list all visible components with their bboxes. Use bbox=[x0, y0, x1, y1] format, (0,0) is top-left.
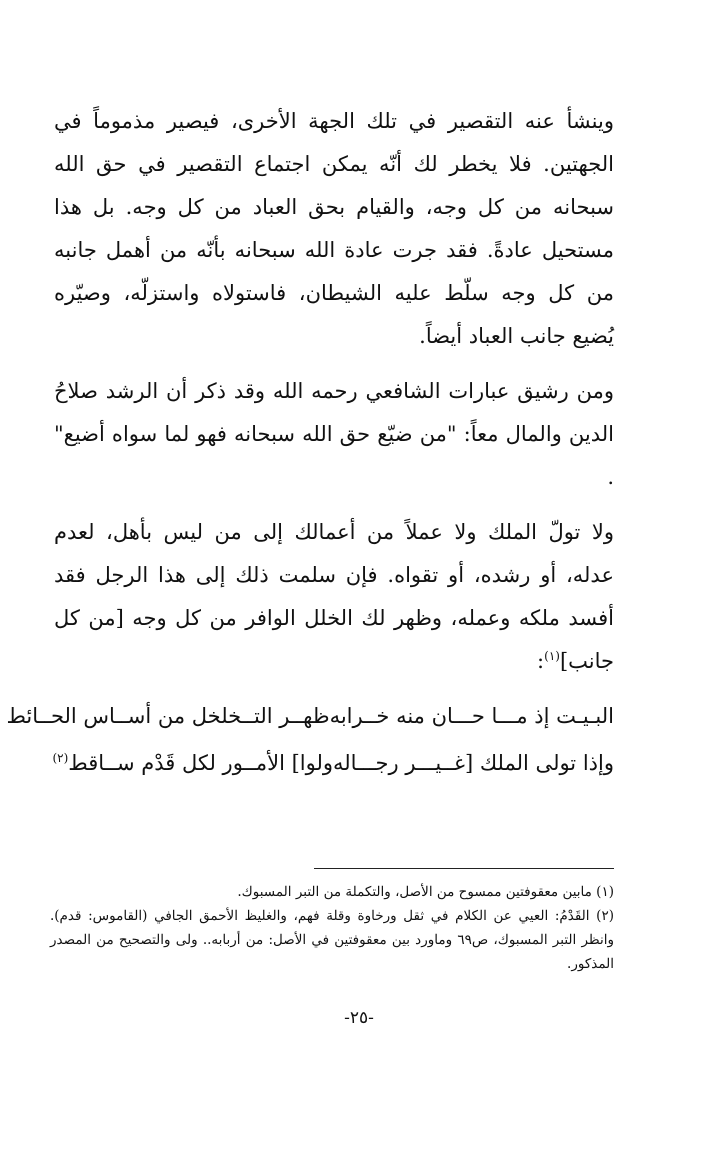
verse-line-2 bbox=[54, 742, 614, 785]
paragraph-2: ومن رشيق عبارات الشافعي رحمه الله وقد ذكر أن الرشد صلاحُ الدين والمال معاً: "من ضيّع حق الله سبحانه فهو لما سواه أضيع" . bbox=[54, 379, 614, 489]
footnote-marker-2: (٢) bbox=[52, 751, 69, 765]
footnote-marker-1: (١) bbox=[544, 649, 560, 663]
paragraph-3-tail: : bbox=[537, 649, 545, 673]
verse-2-second-hemistich bbox=[52, 742, 333, 785]
page-number: -٢٥- bbox=[344, 1008, 374, 1028]
footnote-divider bbox=[314, 868, 614, 869]
verse-2-second-text: ولوا] الأمــور لكل قَدْم ســاقط bbox=[68, 751, 334, 775]
paragraph-1: وينشأ عنه التقصير في تلك الجهة الأخرى، فيصير مذموماً في الجهتين. فلا يخطر لك أنّه يمكن اجتماع التقصير في حق الله سبحانه من كل وجه، والقيام بحق العباد من كل وجه. بل هذا مستحيل عادةً. فقد جرت عادة الله سبحانه بأنّه من أهمل جانبه من كل وجه سلّط عليه الشيطان، فاستولاه واستزلّه، وصيّره يُضيع جانب العباد أيضاً. bbox=[54, 109, 614, 348]
main-text bbox=[6, 100, 614, 789]
paragraph-3-text: ولا تولّ الملك ولا عملاً من أعمالك إلى من ليس بأهل، لعدم عدله، أو رشده، أو تقواه. فإن سلمت ذلك إلى هذا الرجل فقد أفسد ملكه وعمله، وظهر لك الخلل الوافر من كل وجه [من كل جانب] bbox=[54, 520, 614, 673]
footnote-1: (١) مابين معقوفتين ممسوح من الأصل، والتكملة من التبر المسبوك. bbox=[237, 884, 614, 900]
verse-1-second-hemistich: ظهــر التــخلخل من أســاس الحــائط bbox=[6, 704, 330, 728]
verse-2-first-hemistich: وإذا تولى الملك [غــيـــر رجـــاله bbox=[333, 751, 614, 775]
poem bbox=[6, 695, 614, 785]
footnote-2: (٢) القَدْمُ: العيي عن الكلام في ثقل ورخاوة وقلة فهم، والغليظ الأحمق الجافي (القاموس: قدم). وانظر التبر المسبوك، ص٦٩ وماورد بين معقوفتين في الأصل: من أربابه.. ولى والتصحيح من المصدر المذكور. bbox=[50, 908, 615, 972]
verse-line-1 bbox=[6, 695, 614, 738]
verse-1-first-hemistich: البـيـت إذ مـــا حـــان منه خــرابه bbox=[329, 704, 614, 728]
paragraph-3 bbox=[54, 511, 614, 683]
footnotes bbox=[50, 880, 614, 976]
